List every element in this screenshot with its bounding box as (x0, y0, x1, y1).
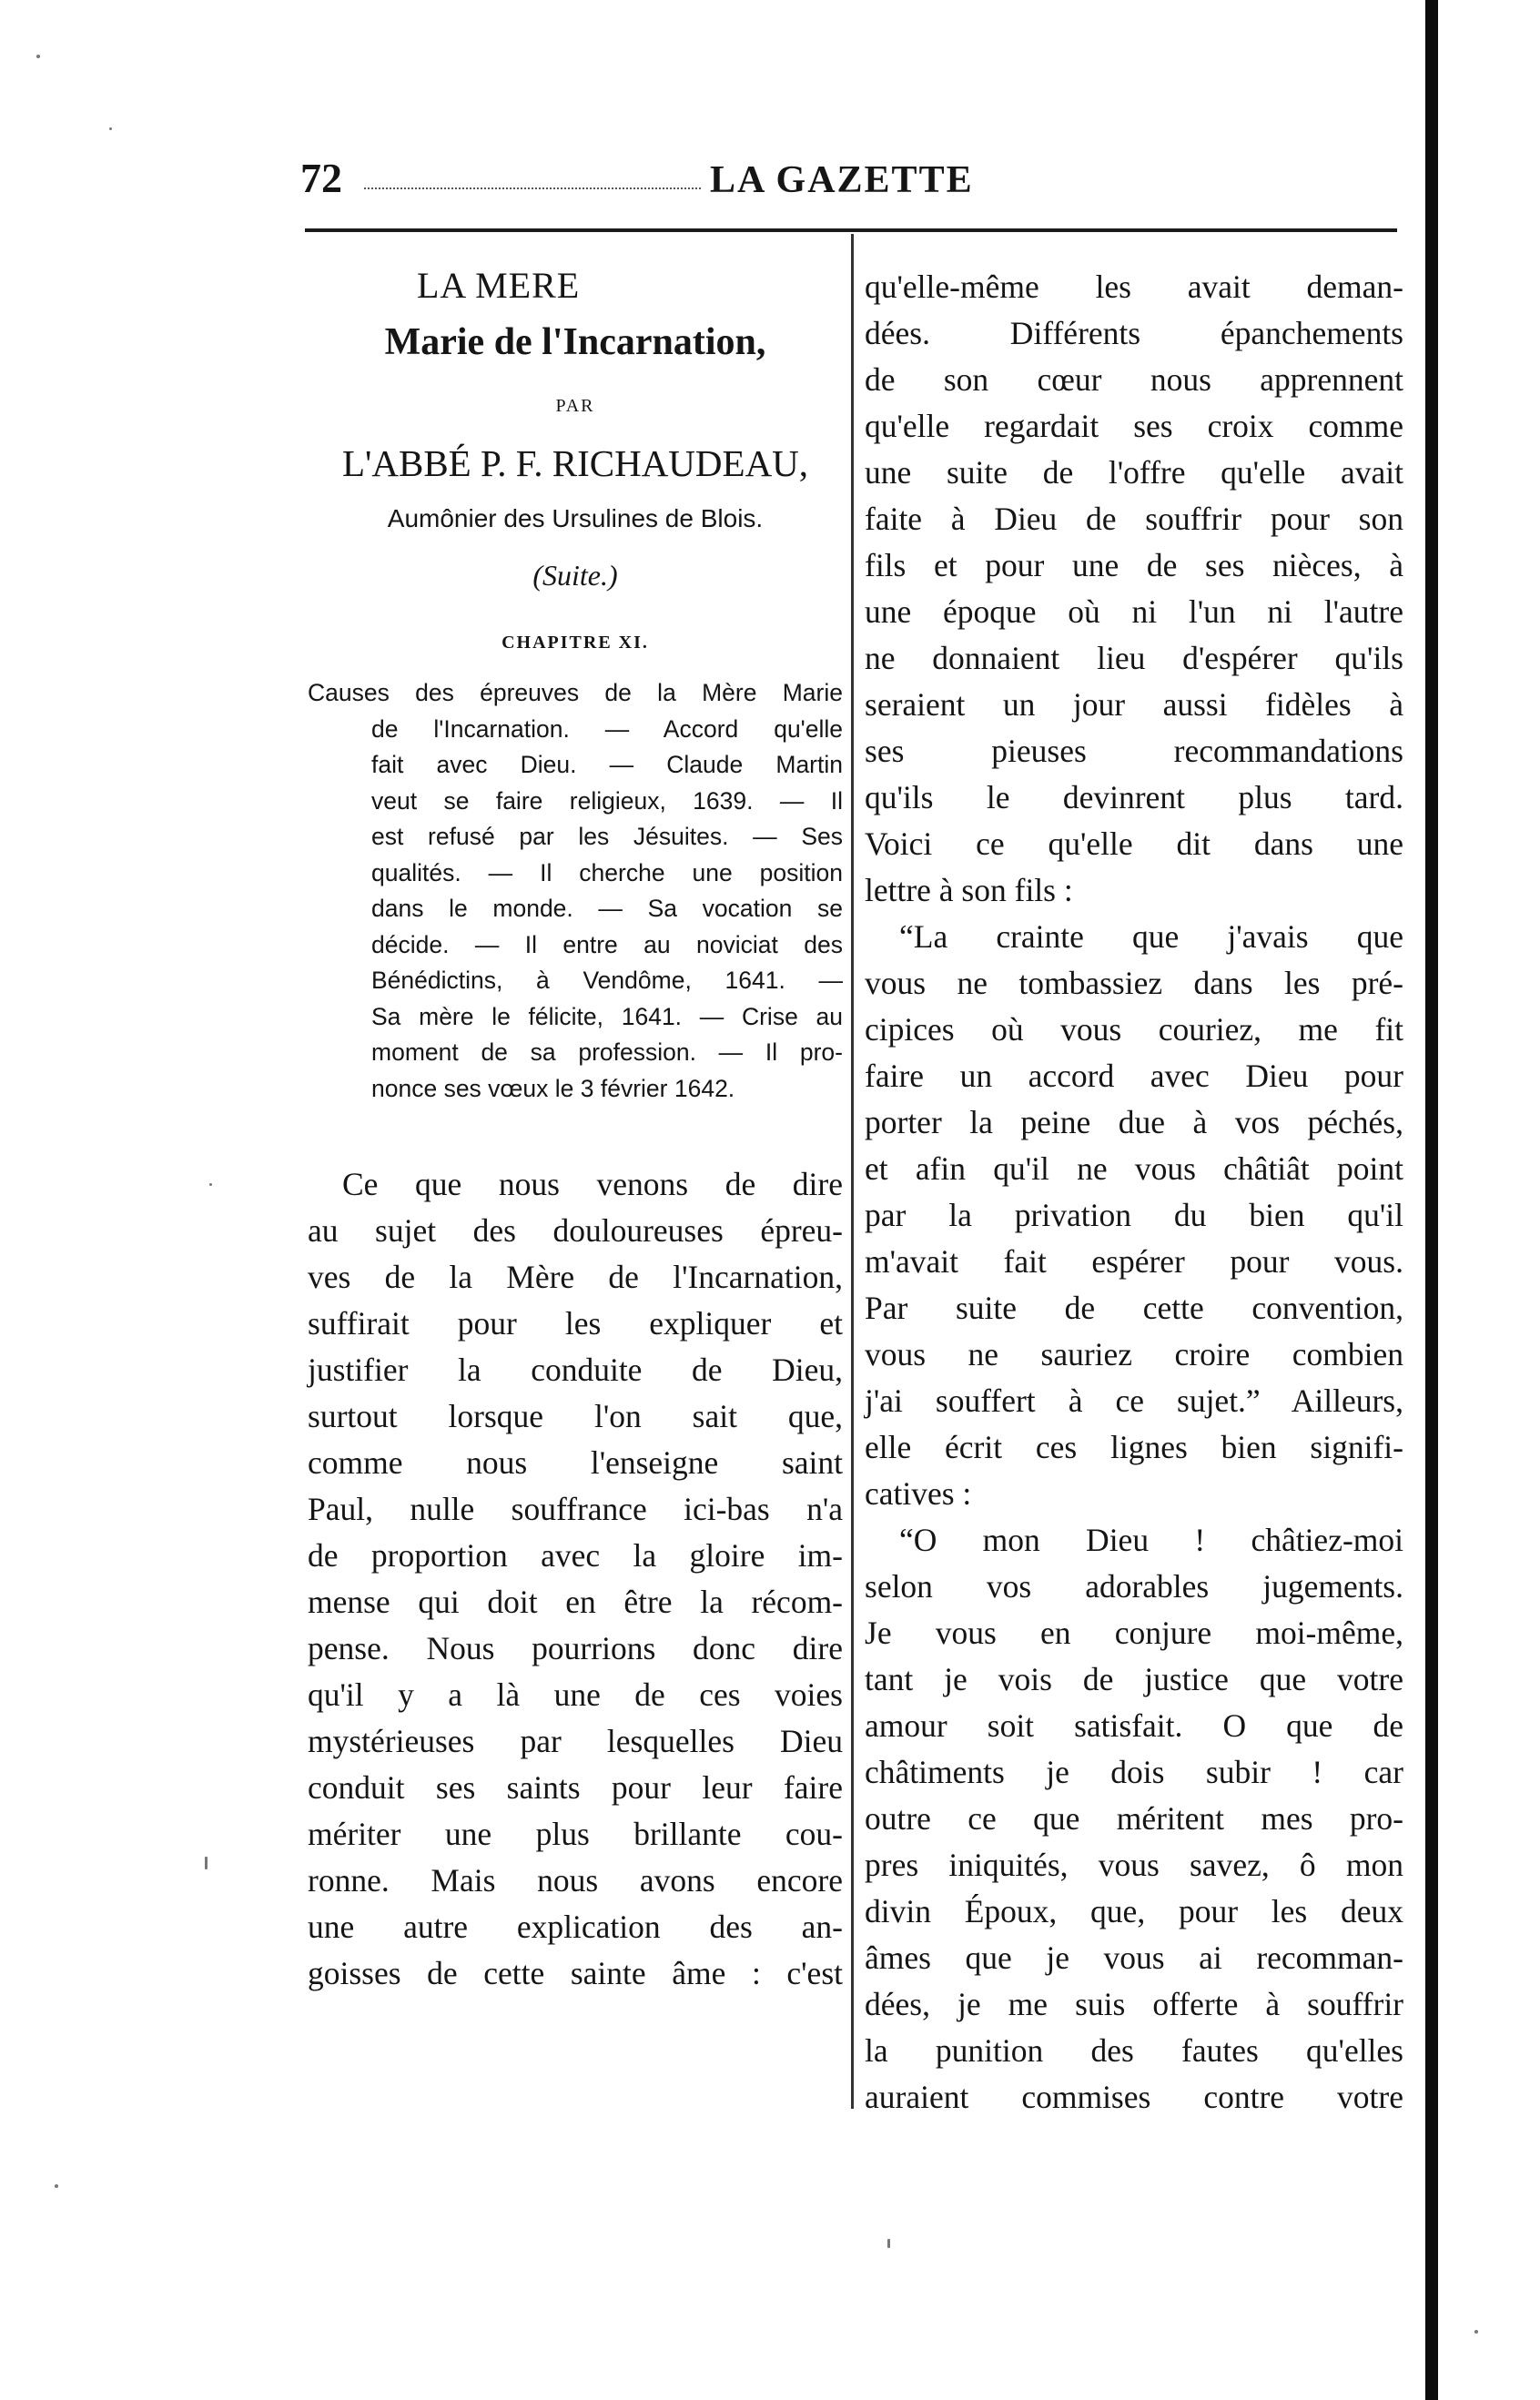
body-line: ne donnaient lieu d'espérer qu'ils (865, 640, 1403, 676)
body-line: qu'ils le devinrent plus tard. (865, 779, 1403, 815)
body-line: lettre à son fils : (865, 872, 1073, 908)
continuation-note: (Suite.) (532, 559, 618, 592)
author-name: L'ABBÉ P. F. RICHAUDEAU, (341, 442, 809, 484)
body-line: vous ne sauriez croire combien (865, 1336, 1403, 1372)
page-number: 72 (300, 155, 342, 201)
body-line: mériter une plus brillante cou- (308, 1816, 843, 1852)
body-line: auraient commises contre votre (865, 2079, 1403, 2115)
article-subtitle: Marie de l'Incarnation, (384, 321, 766, 363)
body-line: ses pieuses recommandations (865, 733, 1403, 769)
body-line: une suite de l'offre qu'elle avait (865, 454, 1403, 491)
scan-speck (109, 127, 112, 130)
right-column (865, 264, 1403, 2121)
body-line: pres iniquités, vous savez, ô mon (865, 1847, 1403, 1883)
body-line: “O mon Dieu ! châtiez-moi (899, 1522, 1403, 1558)
summary-line: Causes des épreuves de la Mère Marie (308, 679, 843, 706)
body-line: surtout lorsque l'on sait que, (308, 1398, 843, 1434)
summary-line: Bénédictins, à Vendôme, 1641. — (371, 967, 843, 994)
body-line: elle écrit ces lignes bien signifi- (865, 1429, 1403, 1465)
summary-line: décide. — Il entre au noviciat des (371, 930, 843, 958)
body-line: justifier la conduite de Dieu, (308, 1352, 843, 1388)
author-affiliation: Aumônier des Ursulines de Blois. (387, 504, 764, 532)
body-line: amour soit satisfait. O que de (865, 1707, 1403, 1744)
body-line: dées. Différents épanchements (865, 315, 1403, 351)
header-dotted-leader (364, 187, 701, 189)
article-title: LA MERE (417, 265, 581, 306)
body-line: seraient un jour aussi fidèles à (865, 686, 1403, 723)
summary-line: fait avec Dieu. — Claude Martin (371, 751, 843, 778)
body-line: cipices où vous couriez, me fit (865, 1011, 1403, 1048)
summary-line: est refusé par les Jésuites. — Ses (371, 823, 843, 850)
body-line: une époque où ni l'un ni l'autre (865, 593, 1403, 630)
left-body-text (308, 1161, 843, 1997)
scan-speck (209, 1183, 212, 1186)
body-line: mense qui doit en être la récom- (308, 1584, 843, 1620)
body-line: une autre explication des an- (308, 1909, 843, 1945)
body-line: m'avait fait espérer pour vous. (865, 1243, 1403, 1280)
body-line: tant je vois de justice que votre (865, 1661, 1403, 1697)
body-line: goisses de cette sainte âme : c'est (308, 1955, 843, 1991)
body-line: Voici ce qu'elle dit dans une (865, 825, 1403, 862)
body-line: comme nous l'enseigne saint (308, 1444, 843, 1481)
page-edge-shadow (1425, 0, 1438, 2400)
body-line: de proportion avec la gloire im- (308, 1537, 843, 1574)
byline-par: PAR (555, 396, 595, 416)
body-line: Je vous en conjure moi-même, (865, 1615, 1403, 1651)
summary-line: dans le monde. — Sa vocation se (371, 895, 843, 922)
body-line: vous ne tombassiez dans les pré- (865, 965, 1403, 1001)
body-line: âmes que je vous ai recomman- (865, 1939, 1403, 1976)
body-line: et afin qu'il ne vous châtiât point (865, 1150, 1403, 1187)
running-title: LA GAZETTE (710, 159, 974, 201)
body-line: selon vos adorables jugements. (865, 1568, 1403, 1605)
body-line: j'ai souffert à ce sujet.” Ailleurs, (865, 1382, 1403, 1419)
chapter-heading: CHAPITRE XI. (502, 633, 649, 653)
summary-line: nonce ses vœux le 3 février 1642. (371, 1074, 735, 1102)
body-line: de son cœur nous apprennent (865, 361, 1403, 398)
scan-speck (205, 1857, 208, 1869)
summary-line: Sa mère le félicite, 1641. — Crise au (371, 1002, 843, 1030)
chapter-summary (308, 675, 843, 1107)
body-line: outre ce que méritent mes pro- (865, 1800, 1403, 1837)
body-line: châtiments je dois subir ! car (865, 1754, 1403, 1790)
body-line: “La crainte que j'avais que (899, 918, 1403, 955)
body-line: Par suite de cette convention, (865, 1290, 1403, 1326)
body-line: qu'elle regardait ses croix comme (865, 408, 1403, 444)
scan-speck (1474, 2330, 1478, 2334)
body-line: Paul, nulle souffrance ici-bas n'a (308, 1491, 843, 1527)
body-line: faire un accord avec Dieu pour (865, 1058, 1403, 1094)
summary-line: moment de sa profession. — Il pro- (371, 1038, 843, 1066)
body-line: divin Époux, que, pour les deux (865, 1893, 1403, 1929)
body-line: dées, je me suis offerte à souffrir (865, 1986, 1403, 2022)
summary-line: veut se faire religieux, 1639. — Il (371, 786, 843, 815)
summary-line: qualités. — Il cherche une position (371, 858, 843, 886)
scan-speck (55, 2184, 58, 2188)
body-line: la punition des fautes qu'elles (865, 2032, 1403, 2069)
scan-speck (36, 55, 40, 58)
column-divider (851, 234, 854, 2109)
body-line: fils et pour une de ses nièces, à (865, 547, 1403, 583)
body-line: catives : (865, 1475, 972, 1512)
scan-speck (887, 2239, 890, 2248)
body-line: ronne. Mais nous avons encore (308, 1862, 843, 1899)
summary-line: de l'Incarnation. — Accord qu'elle (371, 714, 843, 743)
body-line: faite à Dieu de souffrir pour son (865, 501, 1403, 537)
left-column (308, 264, 843, 1997)
body-line: ves de la Mère de l'Incarnation, (308, 1259, 843, 1295)
body-line: par la privation du bien qu'il (865, 1197, 1403, 1233)
body-line: suffirait pour les expliquer et (308, 1305, 843, 1342)
body-line: mystérieuses par lesquelles Dieu (308, 1723, 843, 1759)
body-line: au sujet des douloureuses épreu- (308, 1212, 843, 1249)
body-line: Ce que nous venons de dire (342, 1166, 843, 1202)
body-line: pense. Nous pourrions donc dire (308, 1630, 843, 1666)
body-line: porter la peine due à vos péchés, (865, 1104, 1403, 1140)
body-line: conduit ses saints pour leur faire (308, 1769, 843, 1806)
body-line: qu'elle-même les avait deman- (865, 268, 1403, 305)
body-line: qu'il y a là une de ces voies (308, 1676, 843, 1713)
header-rule (305, 228, 1397, 232)
